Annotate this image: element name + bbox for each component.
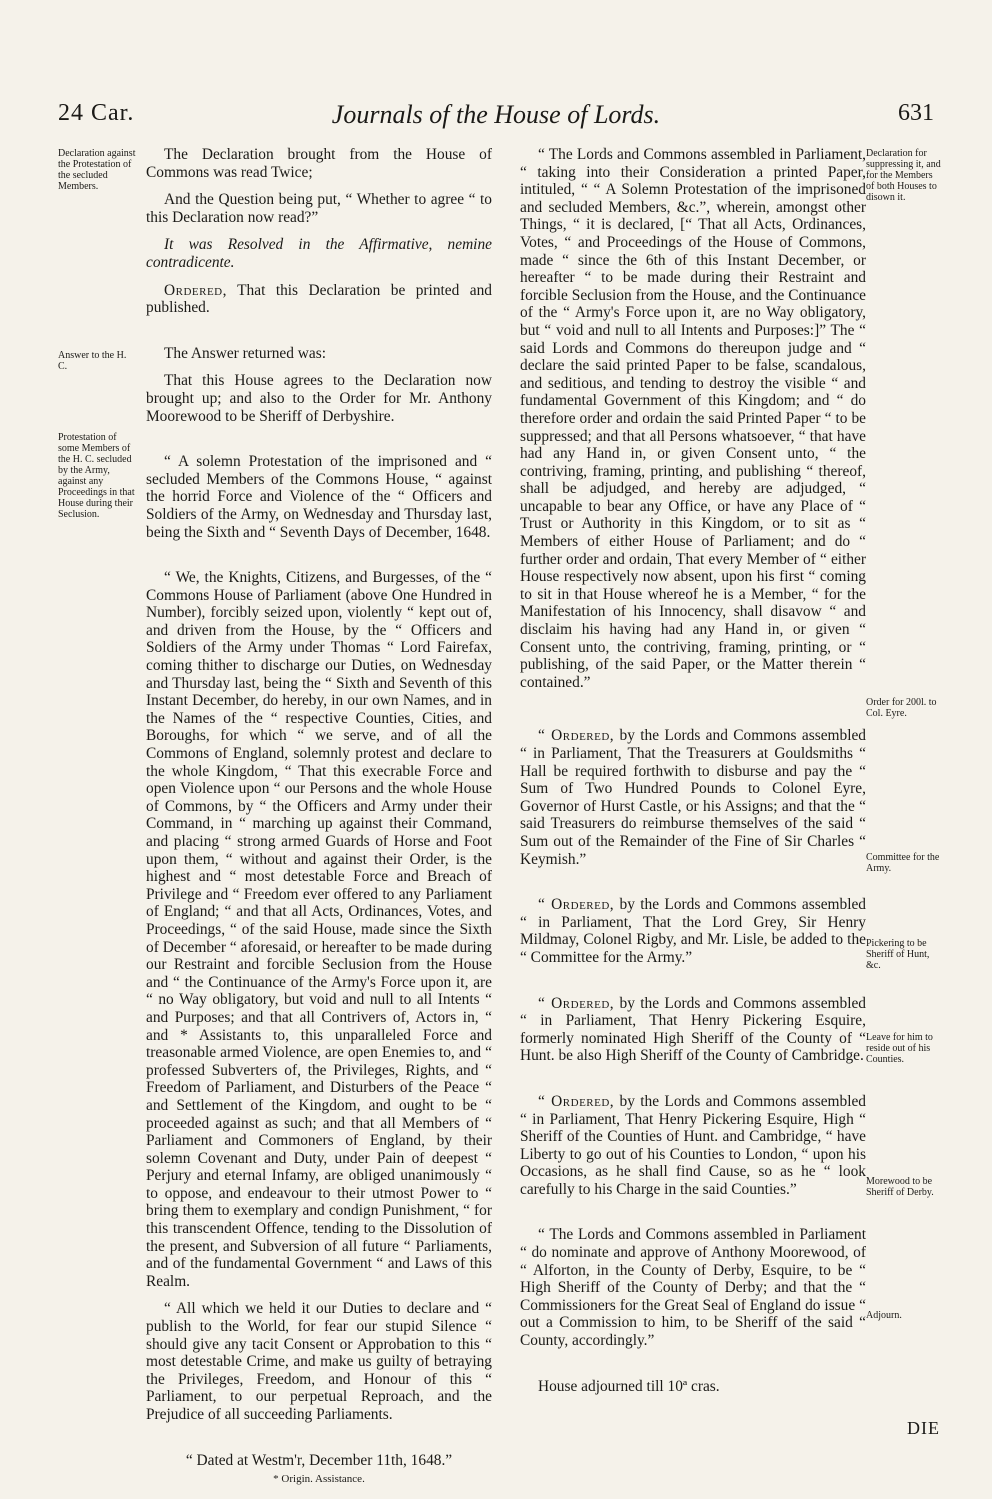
adjournment: House adjourned till 10ª cras. xyxy=(538,1377,720,1395)
margin-note-morewood: Morewood to be Sheriff of Derby. xyxy=(866,1176,934,1198)
dated-line: “ Dated at Westm'r, December 11th, 1648.” xyxy=(185,1451,453,1469)
order-paragraph xyxy=(520,727,866,868)
order-text: That this Declaration be printed and published. xyxy=(146,281,492,317)
margin-note-eyre: Order for 200l. to Col. Eyre. xyxy=(866,697,937,719)
margin-note-answer: Answer to the H. C. xyxy=(58,350,127,372)
margin-note-declaration: Declaration against the Protestation of the secluded Members. xyxy=(58,148,136,192)
order-paragraph xyxy=(520,995,866,1065)
order-heading: “ Ordered, xyxy=(538,896,615,914)
regnal-year: 24 Car. xyxy=(58,100,135,126)
paragraph: That this House agrees to the Declaration now brought up; and also to the Order for Mr. Anthony Moorewood to be Sheriff of Derbyshire. xyxy=(146,372,492,425)
order-paragraph xyxy=(520,1093,866,1199)
paragraph: “ The Lords and Commons assembled in Parliament “ do nominate and approve of Anthony Moorewood, of “ Alforton, in the County of Derby, Esquire, to be “ High Sheriff of the County of Derby; and that the “ Commissioners for the Great Seal of England do issue “ out a Commission to him, to be Sheriff of the said “ County, accordingly.” xyxy=(520,1226,866,1350)
order-heading: “ Ordered, xyxy=(538,994,615,1012)
order-text: by the Lords and Commons assembled “ in Parliament, That Henry Pickering Esquire, formerly nominated High Sheriff of the County of “ Hunt. be also High Sheriff of the County of Cambridge. xyxy=(520,994,866,1065)
catchword: DIE xyxy=(907,1418,940,1438)
margin-note-committee: Committee for the Army. xyxy=(866,852,940,874)
running-title: Journals of the House of Lords. xyxy=(331,100,661,129)
paragraph: It was Resolved in the Affirmative, nemine contradicente. xyxy=(146,236,492,271)
order-heading: Ordered, xyxy=(164,281,227,299)
margin-note-leave: Leave for him to reside out of his Counties. xyxy=(866,1032,933,1065)
order-paragraph xyxy=(146,282,492,317)
footnote: * Origin. Assistance. xyxy=(273,1473,365,1486)
paragraph: The Answer returned was: xyxy=(164,344,326,362)
protestation-body: “ We, the Knights, Citizens, and Burgesses, of the “ Commons House of Parliament (above One Hundred in Number), forcibly seized upon, violently “ kept out of, and driven from the House, by the “ Officers and Soldiers of the Army under Thomas “ Lord Fairefax, coming thither to discharge our Duties, on Wednesday and Thursday last, being the “ Sixth and Seventh of this Instant December, do hereby, in our own Names, and in the Names of the “ respective Counties, Cities, and Boroughs, for which “ we serve, and of all the Commons of England, solemnly protest and declare to the whole Kingdom, “ That this execrable Force and open Violence upon “ our Persons and the whole House of Commons, by “ the Officers and Army under their Command, in “ marching up against their Command, and placing “ strong armed Guards of Horse and Foot upon them, “ without and against their Order, is the highest and “ most detestable Force and Breach of Privilege and “ Freedom ever offered to any Parliament of England; “ and that all Acts, Ordinances, Votes, and Proceedings, “ of the said House, made since the Sixth of December “ aforesaid, or hereafter to be made during our Restraint and forcible Seclusion from the House and “ the Continuance of the Army's Force upon it, are “ no Way obligatory, but void and null to all Intents “ and Purposes; and that all Contrivers of, Actors in, “ and * Assistants to, this unparalleled Force and treasonable armed Violence, are open Enemies to, and “ professed Subverters of, the Privileges, Rights, and “ Freedom of Parliament, and Disturbers of the Peace “ and Settlement of the Kingdom, and ought to be “ proceeded against as such; and that all Members of “ Parliament and Commoners of England, by their solemn Covenant and Duty, under Pain of deepest “ Perjury and eternal Infamy, are obliged unanimously “ to oppose, and endeavour to their utmost Power to “ bring them to exemplary and condign Punishment, “ for this transcendent Offence, tending to the Dissolution of the present, and Subversion of all future “ Parliaments, and of the fundamental Government “ and Laws of this Realm. xyxy=(146,569,492,1290)
margin-note-pickering: Pickering to be Sheriff of Hunt, &c. xyxy=(866,938,930,971)
paragraph: The Declaration brought from the House of Commons was read Twice; xyxy=(146,146,492,181)
right-column xyxy=(520,146,866,1405)
paragraph: And the Question being put, “ Whether to agree “ to this Declaration now read?” xyxy=(146,191,492,226)
protestation-conclusion: “ All which we held it our Duties to declare and “ publish to the World, for fear our stupid Silence “ should give any tacit Consent or Approbation to this “ most detestable Crime, and make us guilty of betraying the Privileges, Freedom, and Honour of this “ Parliament, to our perpetual Reproach, and the Prejudice of all succeeding Parliaments. xyxy=(146,1300,492,1423)
declaration-paragraph: “ The Lords and Commons assembled in Parliament, “ taking into their Consideration a printed Paper, intituled, “ “ A Solemn Protestation of the imprisoned and secluded Members, &c.”, wherein, amongst other Things, “ it is declared, [“ That all Acts, Ordinances, Votes, “ and Proceedings of the House of Commons, made “ since the 6th of this Instant December, or hereafter “ to be made during their Restraint and forcible Seclusion from the House, and the Continuance of the “ Army's Force upon it, are no Way obligatory, but “ void and null to all Intents and Purposes:]” The “ said Lords and Commons do thereupon judge and “ declare the said printed Paper to be false, scandalous, and seditious, and tending to destroy the visible “ and fundamental Government of this Kingdom; and “ do therefore order and ordain the said Printed Paper “ to be suppressed; and that all Persons whatsoever, “ that have had any Hand in, or given Consent unto, “ the contriving, framing, printing, and publishing “ thereof, shall be adjudged, and hereby are adjudged, “ uncapable to bear any Office, or have any Place of “ Trust or Authority in this Kingdom, or to sit as “ Members of either House of Parliament; and do “ further order and ordain, That every Member of “ either House respectively now absent, upon his first “ coming to sit in that House whereof he is a Member, “ for the Manifestation of his Innocency, shall disavow “ and disclaim his having had any Hand in, or given “ Consent unto, the contriving, framing, printing, or “ publishing, of the said Paper, or the Matter therein “ contained.” xyxy=(520,146,866,691)
order-paragraph xyxy=(520,896,866,966)
page-number: 631 xyxy=(898,100,934,126)
margin-note-suppressing: Declaration for suppressing it, and for the Members of both Houses to disown it. xyxy=(866,148,941,203)
order-heading: “ Ordered, xyxy=(538,1092,615,1110)
order-text: by the Lords and Commons assembled “ in Parliament, That the Lord Grey, Sir Henry Mildmay, Colonel Rigby, and Mr. Lisle, be added to the “ Committee for the Army.” xyxy=(520,896,866,966)
left-column xyxy=(146,146,492,1499)
protestation-title: “ A solemn Protestation of the imprisoned and “ secluded Members of the Commons House, “ against the horrid Force and Violence of the “ Officers and Soldiers of the Army, on Wednesday and Thursday last, being the Sixth and “ Seventh Days of December, 1648. xyxy=(146,453,492,541)
margin-note-adjourn: Adjourn. xyxy=(866,1310,902,1321)
order-text: by the Lords and Commons assembled “ in Parliament, That Henry Pickering Esquire, High “ Sheriff of the Counties of Hunt. and Cambridge, “ have Liberty to go out of his Counties to London, “ upon his Occasions, as he shall find Cause, so as he “ look carefully to his Charge in the said Counties.” xyxy=(520,1092,866,1198)
order-text: by the Lords and Commons assembled “ in Parliament, That the Treasurers at Gouldsmiths “ Hall be required forthwith to disburse and pay the “ Sum of Two Hundred Pounds to Colonel Eyre, Governor of Hurst Castle, or his Assigns; and that the “ said Treasurers do reimburse themselves of the said “ Sum out of the Remainder of the Fine of Sir Charles “ Keymish.” xyxy=(520,727,866,868)
margin-note-protestation: Protestation of some Members of the H. C. secluded by the Army, against any Proceedings in that House during their Seclusion. xyxy=(58,432,135,520)
order-heading: “ Ordered, xyxy=(538,727,615,745)
page-header xyxy=(58,98,934,134)
